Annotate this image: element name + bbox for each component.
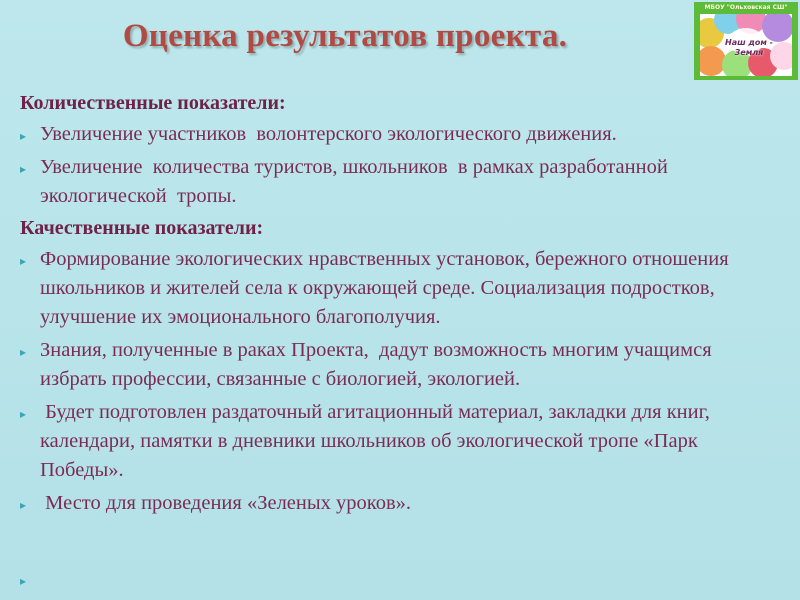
logo-school-name: МБОУ "Ольховская СШ" xyxy=(704,4,788,11)
logo-image xyxy=(700,14,792,76)
list-item xyxy=(20,336,780,394)
bullet-icon: ▸ xyxy=(20,498,27,512)
list-item-text: Будет подготовлен раздаточный агитационный материал, закладки для книг, календари, памятки в дневники школьников об экологической тропе «Парк Победы». xyxy=(40,401,715,481)
list-item xyxy=(20,245,780,332)
logo-caption xyxy=(724,38,774,58)
bullet-icon: ▸ xyxy=(20,129,27,143)
section-heading-quantitative: Количественные показатели: xyxy=(20,92,286,114)
list-item xyxy=(20,489,780,518)
list-item xyxy=(20,398,780,485)
list-item-text: Увеличение количества туристов, школьников в рамках разработанной экологической тропы. xyxy=(40,156,673,207)
list-item-text: Знания, полученные в раках Проекта, дадут возможность многим учащимся избрать профессии, связанные с биологией, экологией. xyxy=(40,339,717,390)
bullet-icon: ▸ xyxy=(20,407,27,421)
school-logo xyxy=(694,2,798,80)
bullet-icon: ▸ xyxy=(20,254,27,268)
list-item-text: Формирование экологических нравственных установок, бережного отношения школьников и жителей села к окружающей среде. Социализация подростков, улучшение их эмоционального благополучия. xyxy=(40,248,734,328)
list-item xyxy=(20,153,780,211)
slide-content xyxy=(20,90,780,518)
list-item-text: Место для проведения «Зеленых уроков». xyxy=(40,492,411,514)
slide-title: Оценка результатов проекта. xyxy=(122,18,568,54)
logo-caption-line1: Наш дом - xyxy=(725,38,773,47)
logo-caption-line2: Земля xyxy=(734,48,764,57)
list-item xyxy=(20,120,780,149)
empty-bullet-icon: ▸ xyxy=(20,574,27,588)
bullet-icon: ▸ xyxy=(20,345,27,359)
section-heading-qualitative: Качественные показатели: xyxy=(20,217,264,239)
bullet-icon: ▸ xyxy=(20,162,27,176)
list-item-text: Увеличение участников волонтерского экологического движения. xyxy=(40,123,617,145)
